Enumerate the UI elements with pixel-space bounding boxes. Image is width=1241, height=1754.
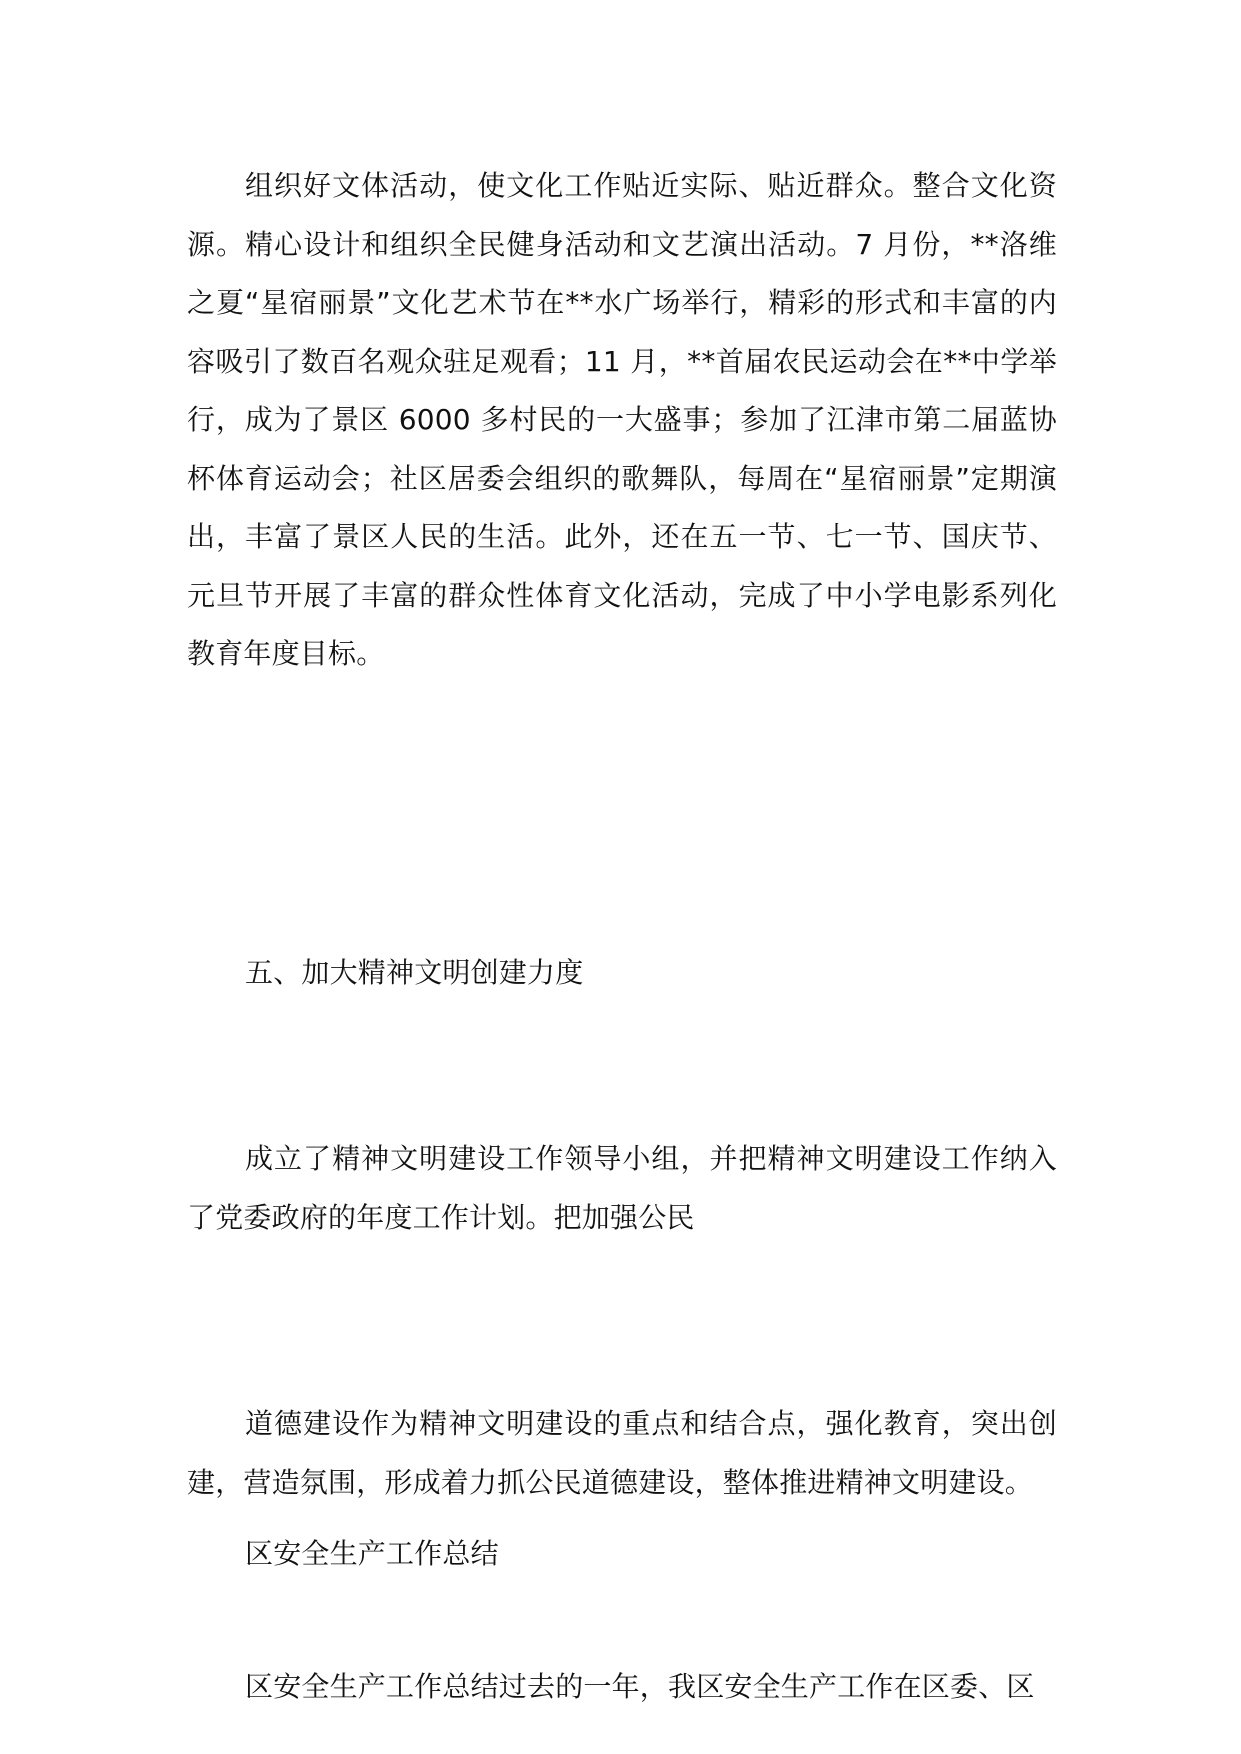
paragraph-moral-construction: 道德建设作为精神文明建设的重点和结合点，强化教育，突出创建，营造氛围，形成着力抓公民道德建设，整体推进精神文明建设。 — [187, 1407, 1057, 1499]
paragraph-leading-group: 成立了精神文明建设工作领导小组，并把精神文明建设工作纳入了党委政府的年度工作计划。把加强公民 — [187, 1142, 1057, 1234]
paragraph-safety-intro: 区安全生产工作总结过去的一年，我区安全生产工作在区委、区 — [245, 1670, 1035, 1703]
paragraph-culture-activities: 组织好文体活动，使文化工作贴近实际、贴近群众。整合文化资源。精心设计和组织全民健身活动和文艺演出活动。7 月份，**洛维之夏“星宿丽景”文化艺术节在**水广场举行，精彩的形式和丰富的内容吸引了数百名观众驻足观看；11 月，**首届农民运动会在**中学举行，成为了景区 6000 多村民的一大盛事；参加了江津市第二届蓝协杯体育运动会；社区居委会组织的歌舞队，每周在“星宿丽景”定期演出，丰富了景区人民的生活。此外，还在五一节、七一节、国庆节、元旦节开展了丰富的群众性体育文化活动，完成了中小学电影系列化教育年度目标。 — [187, 169, 1057, 670]
heading-spiritual-civilization: 五、加大精神文明创建力度 — [245, 956, 584, 989]
heading-safety-summary: 区安全生产工作总结 — [245, 1537, 499, 1570]
